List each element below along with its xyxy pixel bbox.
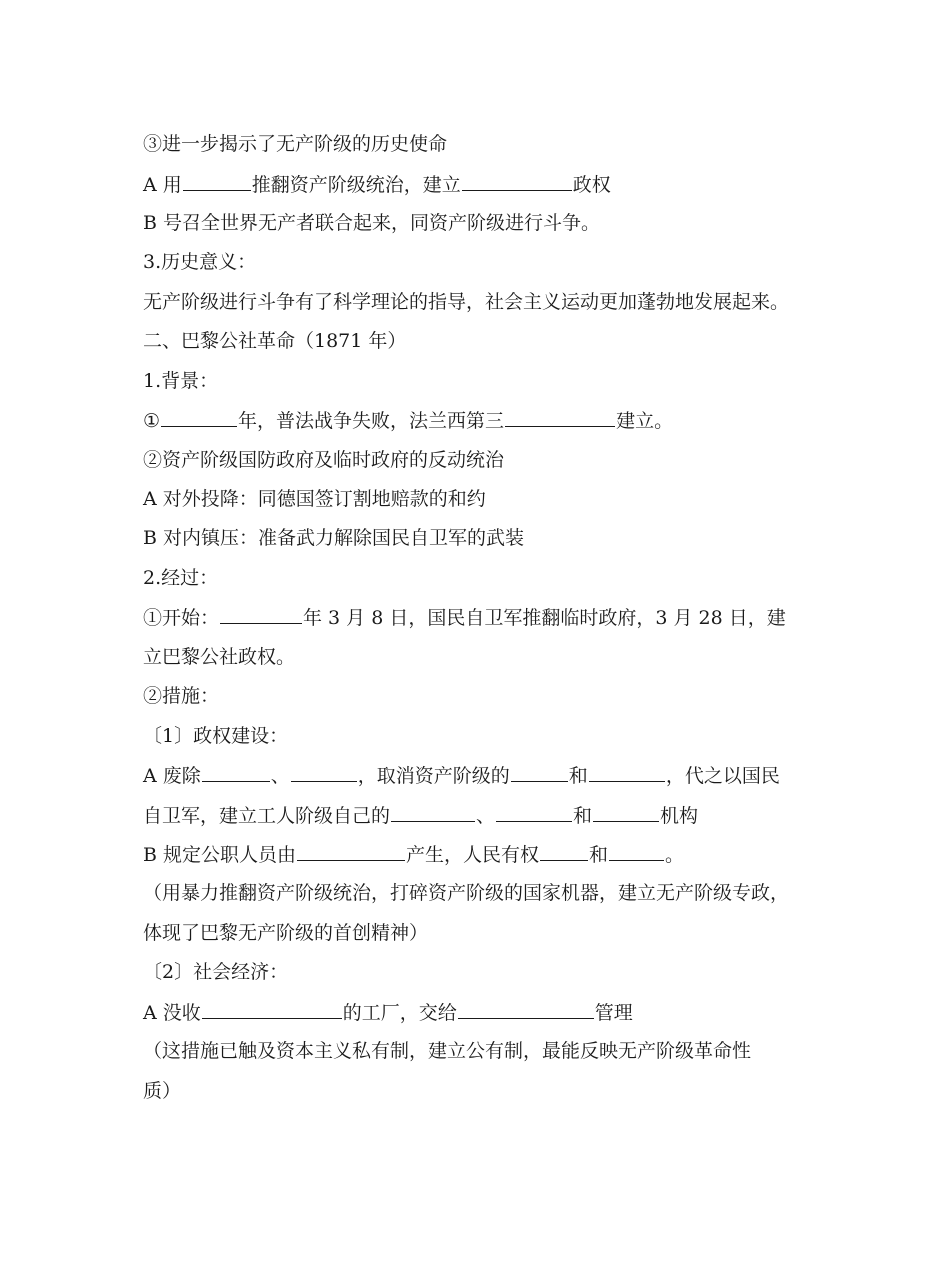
note-line <box>143 1039 751 1063</box>
text-line <box>143 605 786 630</box>
text: 机构 <box>660 805 699 827</box>
text: 、 <box>476 805 496 827</box>
fill-blank[interactable] <box>161 408 237 427</box>
text-line <box>143 408 673 433</box>
text-line <box>143 803 698 828</box>
fill-blank[interactable] <box>609 842 664 861</box>
text: B 规定公职人员由 <box>143 844 297 866</box>
text: 二、巴黎公社革命（1871 年） <box>143 330 407 352</box>
sub-heading <box>143 724 288 748</box>
text: 推翻资产阶级统治，建立 <box>251 174 461 196</box>
section-heading <box>143 369 218 393</box>
text: 产生，人民有权 <box>406 844 540 866</box>
text: 质） <box>143 1080 182 1102</box>
text-line <box>143 290 789 314</box>
note-line <box>143 1079 181 1103</box>
text: 建立。 <box>616 410 674 432</box>
note-line <box>143 921 428 945</box>
fill-blank[interactable] <box>220 605 302 624</box>
text: ，取消资产阶级的 <box>357 765 510 787</box>
text: 2.经过： <box>143 567 219 589</box>
text: A 用 <box>143 174 182 196</box>
text: 〔1〕政权建设： <box>143 725 289 747</box>
sub-heading <box>143 960 288 984</box>
text: 、 <box>270 765 290 787</box>
fill-blank[interactable] <box>511 763 568 782</box>
fill-blank[interactable] <box>496 803 572 822</box>
text: 的工厂，交给 <box>342 1002 457 1024</box>
fill-blank[interactable] <box>183 172 251 191</box>
text: B 号召全世界无产者联合起来，同资产阶级进行斗争。 <box>143 212 601 234</box>
text-line <box>143 448 504 472</box>
text-line <box>143 526 524 550</box>
text: ，代之以国民 <box>665 765 780 787</box>
text: ③进一步揭示了无产阶级的历史使命 <box>143 133 448 155</box>
text: ①开始： <box>143 607 220 629</box>
text-line <box>143 1000 633 1025</box>
fill-blank[interactable] <box>202 1000 342 1019</box>
text-line <box>143 763 780 788</box>
text: 政权 <box>572 174 611 196</box>
text-line <box>143 172 611 197</box>
text: 年 3 月 8 日，国民自卫军推翻临时政府，3 月 28 日，建 <box>303 607 786 629</box>
text: 自卫军，建立工人阶级自己的 <box>143 805 391 827</box>
text: ②资产阶级国防政府及临时政府的反动统治 <box>143 449 505 471</box>
text-line <box>143 211 600 235</box>
text: 年，普法战争失败，法兰西第三 <box>238 410 505 432</box>
fill-blank[interactable] <box>391 803 475 822</box>
fill-blank[interactable] <box>593 803 659 822</box>
fill-blank[interactable] <box>202 763 270 782</box>
text: 和 <box>573 805 593 827</box>
text: A 废除 <box>143 765 201 787</box>
fill-blank[interactable] <box>291 763 357 782</box>
text: A 对外投降：同德国签订割地赔款的和约 <box>143 488 486 510</box>
text-line <box>143 487 486 511</box>
text: 和 <box>589 844 609 866</box>
text: 1.背景： <box>143 370 219 392</box>
fill-blank[interactable] <box>505 408 615 427</box>
text: A 没收 <box>143 1002 201 1024</box>
note-line <box>143 881 789 905</box>
text: 。 <box>665 844 685 866</box>
text: 体现了巴黎无产阶级的首创精神） <box>143 922 429 944</box>
text: 无产阶级进行斗争有了科学理论的指导，社会主义运动更加蓬勃地发展起来。 <box>143 291 790 313</box>
text: 立巴黎公社政权。 <box>143 646 296 668</box>
text: 和 <box>568 765 588 787</box>
text-line <box>143 842 684 867</box>
text-line <box>143 684 219 708</box>
text: （这措施已触及资本主义私有制，建立公有制，最能反映无产阶级革命性 <box>143 1040 752 1062</box>
section-heading <box>143 329 406 353</box>
text: 〔2〕社会经济： <box>143 961 289 983</box>
text: 3.历史意义： <box>143 251 257 273</box>
text: 管理 <box>594 1002 633 1024</box>
text: B 对内镇压：准备武力解除国民自卫军的武装 <box>143 527 525 549</box>
fill-blank[interactable] <box>462 172 572 191</box>
text-line <box>143 645 295 669</box>
fill-blank[interactable] <box>458 1000 594 1019</box>
text: ① <box>143 410 161 432</box>
fill-blank[interactable] <box>589 763 665 782</box>
text: （用暴力推翻资产阶级统治，打碎资产阶级的国家机器，建立无产阶级专政， <box>143 882 790 904</box>
section-heading <box>143 566 218 590</box>
fill-blank[interactable] <box>540 842 588 861</box>
text: ②措施： <box>143 685 220 707</box>
fill-blank[interactable] <box>297 842 405 861</box>
section-heading <box>143 250 256 274</box>
text-line <box>143 132 447 156</box>
